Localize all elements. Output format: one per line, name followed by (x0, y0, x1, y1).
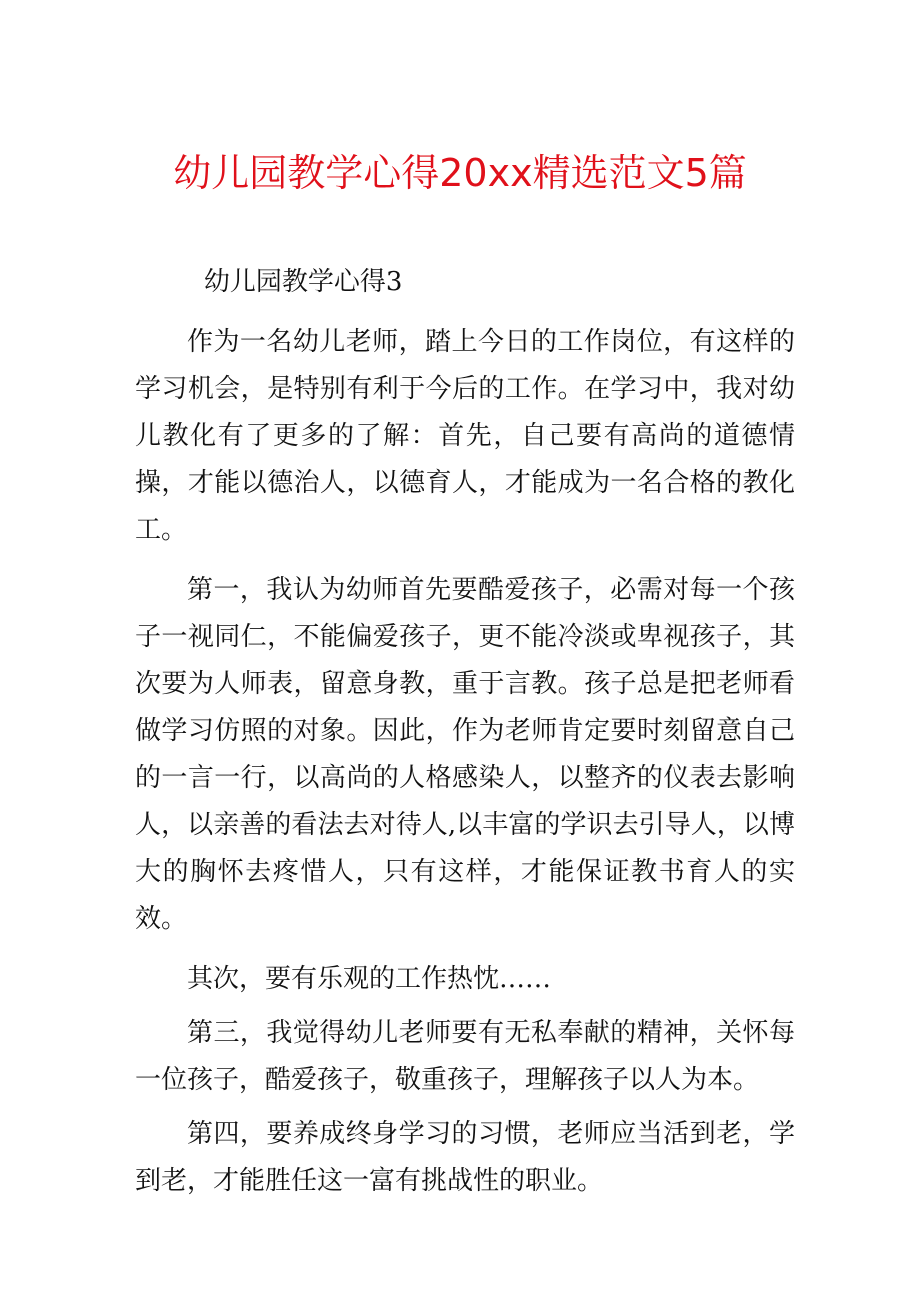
paragraph-first-point: 第一，我认为幼师首先要酷爱孩子，必需对每一个孩子一视同仁，不能偏爱孩子，更不能冷淡或卑视孩子，其次要为人师表，留意身教，重于言教。孩子总是把老师看做学习仿照的对象。因此，作为老师肯定要时刻留意自己的一言一行，以高尚的人格感染人，以整齐的仪表去影响人，以亲善的看法去对待人,以丰富的学识去引导人，以博大的胸怀去疼惜人，只有这样，才能保证教书育人的实效。 (135, 575, 795, 934)
section-subheading: 幼儿园教学心得3 (203, 267, 403, 297)
paragraph-third-point: 第三，我觉得幼儿老师要有无私奉献的精神，关怀每一位孩子，酷爱孩子，敬重孩子，理解孩子以人为本。 (135, 1018, 795, 1095)
paragraph-second-point: 其次，要有乐观的工作热忱…… (187, 964, 552, 994)
document-body (135, 259, 795, 1205)
document-title: 幼儿园教学心得20xx精选范文5篇 (173, 151, 747, 195)
paragraph-intro: 作为一名幼儿老师，踏上今日的工作岗位，有这样的学习机会，是特别有利于今后的工作。在学习中，我对幼儿教化有了更多的了解：首先，自己要有高尚的道德情操，才能以德治人，以德育人，才能成为一名合格的教化工。 (135, 327, 795, 545)
paragraph-fourth-point: 第四，要养成终身学习的习惯，老师应当活到老，学到老，才能胜任这一富有挑战性的职业。 (135, 1119, 795, 1196)
